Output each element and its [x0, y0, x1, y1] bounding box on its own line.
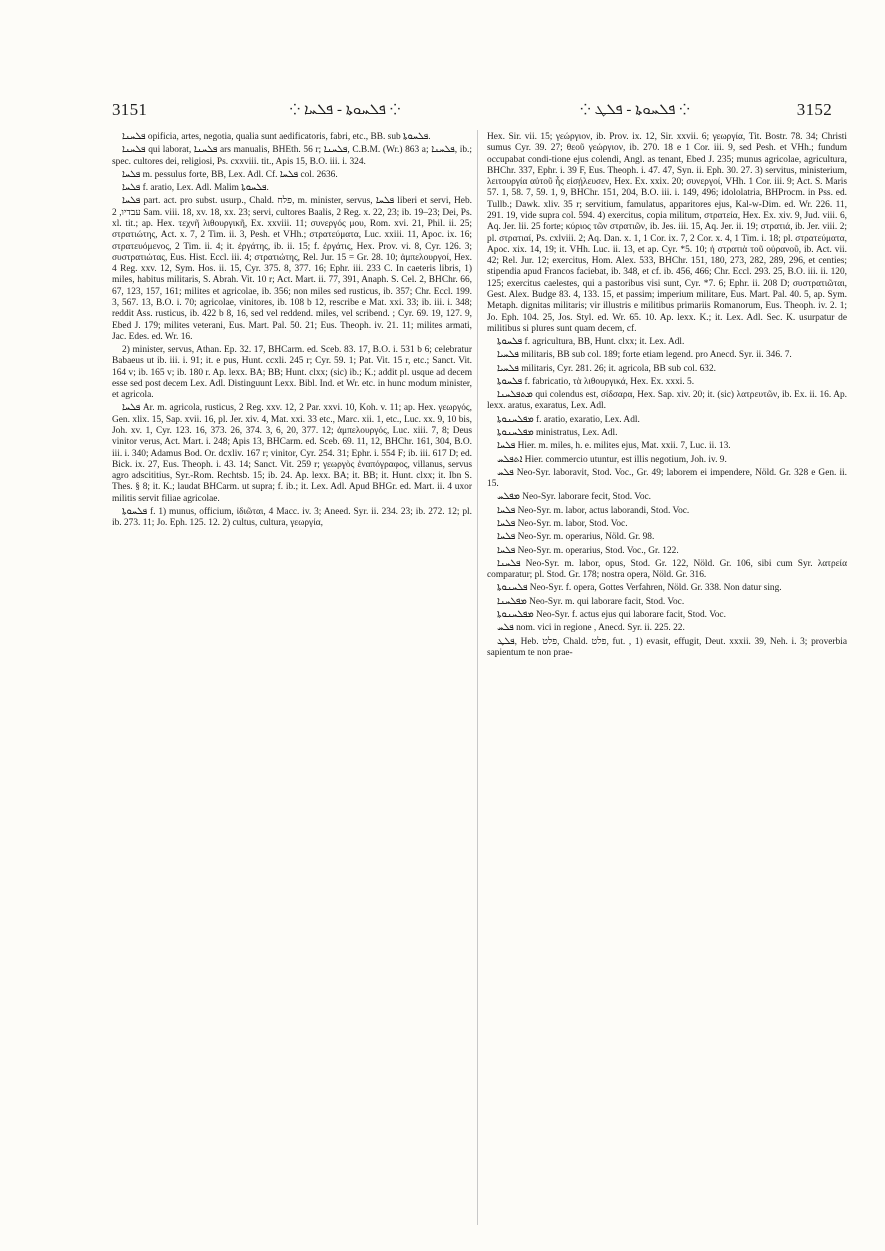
- page-number-left: 3151: [112, 100, 148, 119]
- dictionary-entry: ܦܠܚܐ Ar. m. agricola, rusticus, 2 Reg. xxv. 12, 2 Par. xxvi. 10, Koh. v. 11; ap. Hex. γεωργός, Gen. xlix. 15, Sap. xvii. 16, pl. Jer. xiv. 4, Mat. xxi. 33 etc., Marc. xii. 1, etc., Luc. xx. 9, 10 bis, Joh. xv. 1, Cyr. 123. 16, 373. 26, 374. 3, 6, 20, 377. 12; ἀμπελουργός, Luc. xiii. 7, 8; Deus vinitor verus, Act. Mart. i. 248; Apis 13, BHCarm. ed. Sceb. 69. 11, 12, BHChr. 161, 304, B.O. iii. i. 340; Adamus Bod. Or. dcxliv. 167 r; vinitor, Cyr. 254. 31; Ephr. i. 554 F; ib. iii. 617 D; ed. Bick. ix. 27, Eus. Theoph. i. 43. 14; Sanct. Vit. 259 r; γεωργὸς ἐναπόγραφος, villanus, servus agro adscititius, Syr.-Rom. Rechtsb. 15; ib. 24. Ap. lexx. BA; it. BB; it. Hunt. clxx; it. Ibn S. Thes. § 8; it. K.; laudat BHCarm. ut supra; f. ib.; it. Lex. Adl. Apud BHGr. ed. Mart. ii. 4 uxor militis servit filiae agricolae.: [112, 403, 472, 504]
- dictionary-entry: ܦܠܚ nom. vici in regione , Anecd. Syr. ii. 225. 22.: [497, 623, 685, 634]
- dictionary-entry: ܦܠܚܐ Neo-Syr. m. operarius, Nöld. Gr. 98.: [497, 532, 655, 543]
- dictionary-entry: ܦܠܚܐ part. act. pro subst. usurp., Chald. פלח, m. minister, servus, ܦܠܚܐ liberi et servi, Heb. עבדיו, 2 Sam. viii. 18, xv. 18, xx. 23; servi, cultores Baalis, 2 Reg. x. 22, 23; ib. 19–23; Dei, Ps. xl. tit.; ap. Hex. τεχνῆ λιθουργικῆ, Ex. xxviii. 11; συνεργός μου, Rom. xvi. 21, Phil. ii. 25; στρατιώτης, Act. x. 7, 2 Tim. ii. 3, Pesh. et VHh.; στρατεύματα, Luc. xxiii. 11, Apoc. ix. 16; στρατευόμενος, 2 Tim. ii. 4; it. ἐργάτης, ib. ii. 15; f. ἐργάτις, Hex. Prov. vi. 8, Cyr. 126. 3; συστρατιώτας, Eus. Hist. Eccl. iii. 4; στρατιώτης, Rel. Jur. 15 = Gr. 28. 10; ἀμπελουργοί, Hex. 4 Reg. xxv. 12, Sym. Hos. ii. 15, Cyr. 375. 8, 377. 16; Ephr. iii. 233 C. In caeteris libris, 1) miles, habitus militaris, S. Abrah. Vit. 10 r; Act. Mart. ii. 77, 391, Anaph. S. Cel. 2, BHChr. 66, 67, 123, 157, 161; milites et agricolae, ib. 356; non miles sed rusticus, ib. 357; Chr. Eccl. 199. 3, 567. 13, B.O. i. 70; agricolae, vinitores, ib. 108 b 12, rescribe e Mat. xxi. 33; ib. iii. i. 348; reddit Ass. rusticus, ib. 422 b 8, 16, sed vel reddend. miles, vel scribend. ; Cyr. 69. 19, 127. 9, Ebed J. 179; milites veterani, Eus. Mart. Pal. 50. 21; Eus. Theoph. iv. 21. 11; milites armati, Jac. Edes. ed. Wr. 16.: [112, 196, 472, 342]
- dictionary-entry: ܡܦܠܚܢܘܬܐ ministratus, Lex. Adl.: [497, 428, 618, 439]
- dictionary-entry: ܡܦܠܚܢܘܬܐ Neo-Syr. f. actus ejus qui laborare facit, Stod. Voc.: [497, 609, 726, 620]
- page-number-right: 3152: [796, 100, 832, 119]
- dictionary-entry: ܦܠܛ, Heb. פלט, Chald. פלט, fut. , 1) evasit, effugit, Deut. xxxii. 39, Neh. i. 3; proverbia sapientum te non prae-: [487, 636, 847, 658]
- dictionary-entry: ܡܦܠܚܢܐ Neo-Syr. m. qui laborare facit, Stod. Voc.: [497, 596, 685, 607]
- dictionary-entry: ܦܠܚܐ Neo-Syr. m. labor, actus laborandi, Stod. Voc.: [497, 505, 690, 516]
- dictionary-entry: ܐܬܦܠܚ Hier. commercio utuntur, est illis negotium, Joh. iv. 9.: [497, 454, 727, 465]
- page-header: [112, 100, 832, 124]
- dictionary-entry: ܦܠܚܐ f. aratio, Lex. Adl. Malim ܦܠܚܘܬܐ.: [122, 183, 269, 194]
- right-column: [487, 132, 847, 1222]
- dictionary-entry: ܦܠܚܘܬܐ f. agricultura, BB, Hunt. clxx; it. Lex. Adl.: [497, 337, 685, 348]
- dictionary-entry: ܦܠܚܢܘܬܐ Neo-Syr. f. opera, Gottes Verfahren, Nöld. Gr. 338. Non datur sing.: [497, 583, 782, 594]
- dictionary-entry: ܦܠܚܘܬܐ f. 1) munus, officium, ἰδιῶται, 4 Macc. iv. 3; Aneed. Syr. ii. 234. 23; ib. 272. 12; pl. ib. 273. 11; Jo. Eph. 125. 12. 2) cultus, cultura, γεωργία,: [112, 507, 472, 529]
- dictionary-entry: ܦܠܚܢܐ opificia, artes, negotia, qualia sunt aedificatoris, fabri, etc., BB. sub ܦܠܚܘܬܐ.: [122, 132, 431, 142]
- running-head-left: ⁘ ܦܠܚܘܬܐ - ܦܠܚܐ ⁘: [289, 102, 401, 118]
- dictionary-entry: ܦܠܚܐ Neo-Syr. m. operarius, Stod. Voc., Gr. 122.: [497, 545, 679, 556]
- dictionary-entry: ܡܦܠܚܢܘܬܐ f. aratio, exaratio, Lex. Adl.: [497, 414, 640, 425]
- dictionary-entry: ܦܠܚܐ Neo-Syr. m. labor, Stod. Voc.: [497, 519, 628, 529]
- running-head-right: ⁘ ܦܠܚܘܬܐ - ܦܠܛ ⁘: [579, 102, 690, 118]
- dictionary-entry: ܡܬܦܠܚܢܐ qui colendus est, σίδσαρα, Hex. Sap. xiv. 20; it. (sic) λατρευτῶν, ib. Ex. ii. 16. Ap. lexx. aratus, exaratus, Lex. Adl.: [487, 390, 847, 412]
- dictionary-entry: ܦܠܚܢܐ qui laborat, ܦܠܚܢܐ ars manualis, BHEth. 56 r; ܦܠܚܢܐ, C.B.M. (Wr.) 863 a; ܦܠܚܢܐ, ib.; spec. cultores dei, religiosi, Ps. cxxviii. tit., Apis 15, B.O. iii. i. 324.: [112, 145, 472, 167]
- dictionary-entry: ܦܠܚܝܐ militaris, Cyr. 281. 26; it. agricola, BB sub col. 632.: [497, 363, 716, 374]
- dictionary-entry: ܦܠܚܘܬܐ f. fabricatio, τὰ λιθουργικά, Hex. Ex. xxxi. 5.: [497, 376, 695, 387]
- dictionary-entry: ܦܠܚܝܐ militaris, BB sub col. 189; forte etiam legend. pro Anecd. Syr. ii. 346. 7.: [497, 350, 792, 361]
- dictionary-entry: ܡܦܠܚ Neo-Syr. laborare fecit, Stod. Voc.: [497, 492, 652, 503]
- dictionary-entry: 2) minister, servus, Athan. Ep. 32. 17, BHCarm. ed. Sceb. 83. 17, B.O. i. 531 b 6; celebratur Babaeus ut ib. iii. i. 91; it. e pus, Hunt. ccxli. 245 r; Cyr. 59. 1; Pat. Vit. 15 r, etc.; Sanct. Vit. 164 v; ib. 165 v; ib. 180 r. Ap. lexx. BA; BB; Hunt. clxx; (sic) ib.; K.; addit pl. usque ad decem esse sed post decem Lex. Adl. Distinguunt Lexx. Bibl. Ind. et Wr. etc. in hunc modum minister, et agricola.: [112, 345, 472, 401]
- dictionary-entry: ܦܠܚܐ Hier. m. miles, h. e. milites ejus, Mat. xxii. 7, Luc. ii. 13.: [497, 441, 731, 452]
- dictionary-entry: ܦܠܚܐ m. pessulus forte, BB, Lex. Adl. Cf. ܦܠܚܐ col. 2636.: [122, 169, 338, 180]
- dictionary-entry: ܦܠܚܢܐ Neo-Syr. m. labor, opus, Stod. Gr. 122, Nöld. Gr. 106, sibi cum Syr. λατρεία comparatur; pl. Stod. Gr. 178; nostra opera, Nöld. Gr. 316.: [487, 558, 847, 581]
- column-divider: [477, 130, 478, 1225]
- left-column: [112, 132, 472, 1222]
- dictionary-entry: Hex. Sir. vii. 15; γεώργιον, ib. Prov. ix. 12, Sir. xxvii. 6; γεωργία, Tit. Bostr. 78. 34; Christi sumus Cyr. 39. 27; θεοῦ γεώργιον, ib. 270. 18 e 1 Cor. iii. 9, sed Pesh. et VHh.; fundum occupabat condi-tione ejus colendi, Angl. as tenant, Ebed J. 235; munus agricolae, agricultura, BHChr. 337, Ephr. i. 39 F, Eus. Theoph. i. 47. 47, Syn. ii. Eph. 30. 27. 3) servitus, ministerium, λειτουργία αὐτοῦ ἧς εἰσῄλευσεν, Hex. Ex. xxix. 20; συνεργοί, VHh. 1 Cor. iii. 9; Act. S. Maris 57. 1, 58. 7, 59. 1, 9, BHChr. 151, 204, B.O. iii. i. 149, 496; idololatria, BHProcm. in Pss. ed. Tullb.; Dawk. xliv. 35 r; servitium, famulatus, apparitores ejus, Kal-w-Dim. ed. Wr. 226. 11, 291. 19, vide supra col. 594. 4) exercitus, copia militum, στρατεία, Hex. Ex. xiv. 9, Jud. viii. 6, Aq. Jer. lii. 25 forte; κύριος τῶν στρατιῶν, ib. Jes. iii. 15, Aq. Jer. ii. 19; στρατιά, ib. Jer. viii. 2; pl. στρατιαί, Ps. cxlviii. 2; Aq. Dan. x. 1, 1 Cor. ix. 7, 2 Cor. x. 4, 1 Tim. i. 18; pl. στρατεύματα, Apoc. xix. 14, 19; it. VHh. Luc. ii. 13, et ap. Cyr. *5. 10; ἡ στρατιὰ τοῦ οὐρανοῦ, ib. Act. vii. 42; Rel. Jur. 12; exercitus, Hom. Alex. 533, BHChr. 151, 180, 273, 282, 289, 296, et centies; stipendia apud Francos faciebat, ib. 348, et cf. ib. 456, 466; Chr. Eccl. 293. 25, B.O. iii. ii. 120, 125; exercitus caelestes, qui a pastoribus visi sunt, Cyr. *7. 6; Ephr. ii. 208 D; συστρατιῶται, Gest. Alex. Budge 83. 4, 133. 15, et passim; imperium militare, Eus. Mart. Pal. 40. 5, ap. Sym. Metaph. dignitas militaris; vir illustris e militibus primariis Romanorum, Eus. Theoph. iv. 2. 1; Jo. Eph. 104. 25, Jos. Styl. ed. Wr. 65. 10. Ap. lexx. K.; it. Lex. Adl. Sec. K. usurpatur de militibus si plures sunt quam decem, cf.: [487, 132, 847, 334]
- dictionary-entry: ܦܠܚ Neo-Syr. laboravit, Stod. Voc., Gr. 49; laborem ei impendere, Nöld. Gr. 328 e Gen. ii. 15.: [487, 467, 847, 490]
